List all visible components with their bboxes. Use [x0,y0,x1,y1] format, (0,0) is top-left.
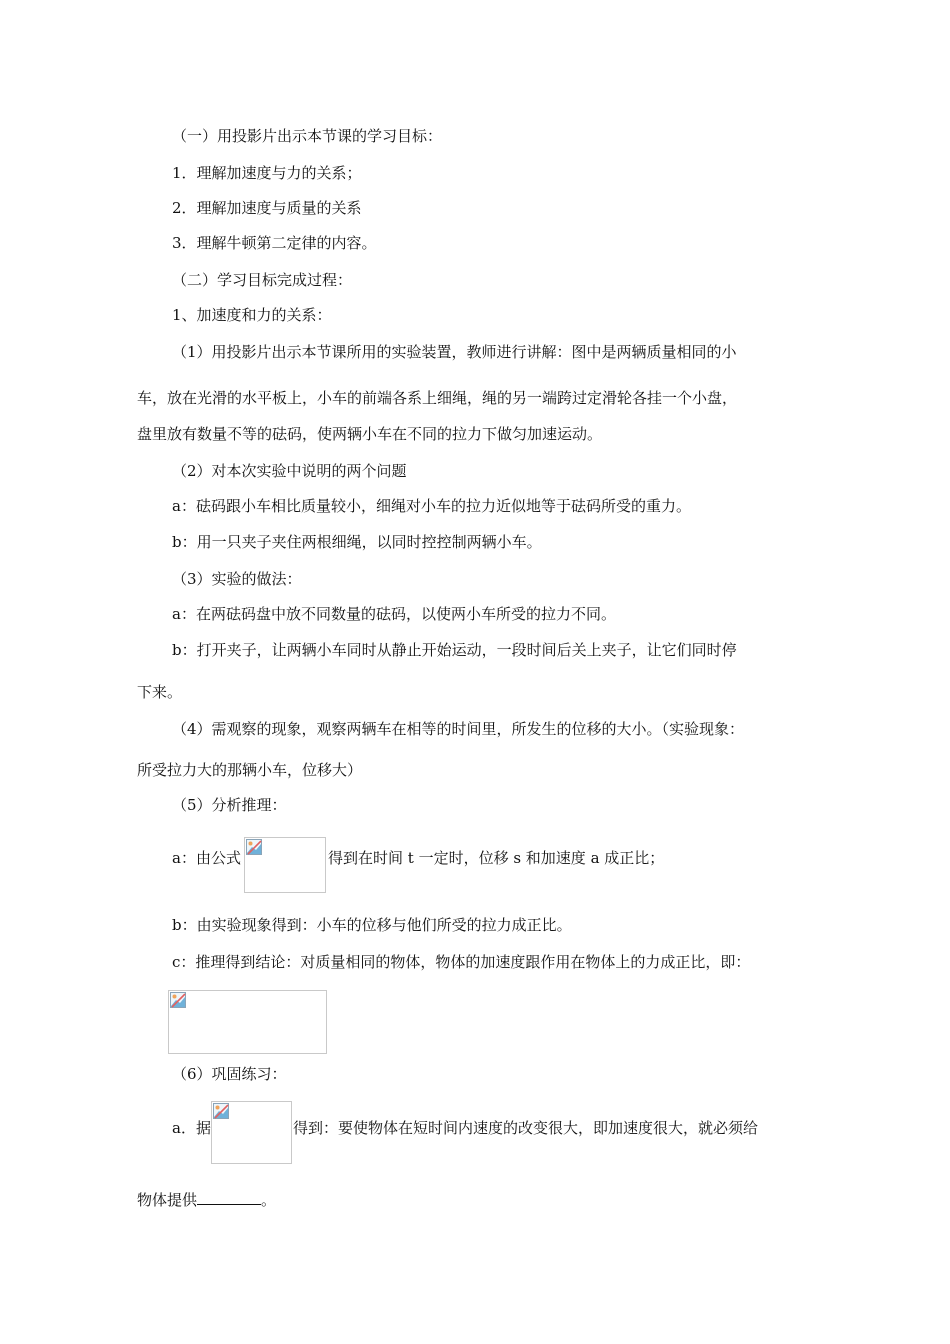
paragraph-5-b: b：由实验现象得到：小车的位移与他们所受的拉力成正比。 [172,916,572,934]
paragraph-1-line-3: 盘里放有数量不等的砝码，使两辆小车在不同的拉力下做匀加速运动。 [137,425,603,443]
formula-image-3 [211,1101,292,1164]
paragraph-6-a-prefix: a．据 [172,1119,211,1137]
paragraph-6-a-suffix: 得到：要使物体在短时间内速度的改变很大，即加速度很大，就必须给 [293,1119,759,1137]
paragraph-5-c: c：推理得到结论：对质量相同的物体，物体的加速度跟作用在物体上的力成正比，即： [172,953,751,971]
heading-learning-goals: （一）用投影片出示本节课的学习目标： [172,127,443,145]
paragraph-2-heading: （2）对本次实验中说明的两个问题 [172,462,407,480]
paragraph-3-a: a：在两砝码盘中放不同数量的砝码，以使两小车所受的拉力不同。 [172,605,616,623]
goal-2: 2．理解加速度与质量的关系 [172,199,362,217]
goal-1: 1．理解加速度与力的关系； [172,164,362,182]
paragraph-2-b: b：用一只夹子夹住两根细绳，以同时控控制两辆小车。 [172,533,542,551]
paragraph-3-heading: （3）实验的做法： [172,570,302,588]
broken-image-icon [170,992,186,1008]
broken-image-icon [213,1103,229,1119]
paragraph-5-a-prefix: a：由公式 [172,849,241,867]
section-acceleration-force: 1、加速度和力的关系： [172,306,332,324]
broken-image-icon [246,839,262,855]
paragraph-1-line-2: 车，放在光滑的水平板上，小车的前端各系上细绳，绳的另一端跨过定滑轮各挂一个小盘， [137,389,738,407]
fill-in-suffix: 。 [261,1191,277,1209]
heading-process: （二）学习目标完成过程： [172,271,353,289]
formula-image-2 [168,990,327,1054]
paragraph-5-a-suffix: 得到在时间 t 一定时，位移 s 和加速度 a 成正比； [328,849,665,867]
answer-blank[interactable] [197,1190,261,1205]
paragraph-4-line-1: （4）需观察的现象，观察两辆车在相等的时间里，所发生的位移的大小。（实验现象： [172,720,745,738]
formula-image-1 [244,837,326,893]
paragraph-5-heading: （5）分析推理： [172,796,287,814]
fill-in-prefix: 物体提供 [137,1191,198,1209]
paragraph-1-line-1: （1）用投影片出示本节课所用的实验装置，教师进行讲解：图中是两辆质量相同的小 [172,343,737,361]
goal-3: 3．理解牛顿第二定律的内容。 [172,234,377,252]
paragraph-4-line-2: 所受拉力大的那辆小车，位移大） [137,761,363,779]
paragraph-3-b-line-2: 下来。 [137,683,183,701]
paragraph-2-a: a：砝码跟小车相比质量较小，细绳对小车的拉力近似地等于砝码所受的重力。 [172,497,691,515]
paragraph-6-a-line-2 [137,1190,276,1210]
paragraph-6-heading: （6）巩固练习： [172,1065,287,1083]
paragraph-3-b-line-1: b：打开夹子，让两辆小车同时从静止开始运动，一段时间后关上夹子，让它们同时停 [172,641,737,659]
